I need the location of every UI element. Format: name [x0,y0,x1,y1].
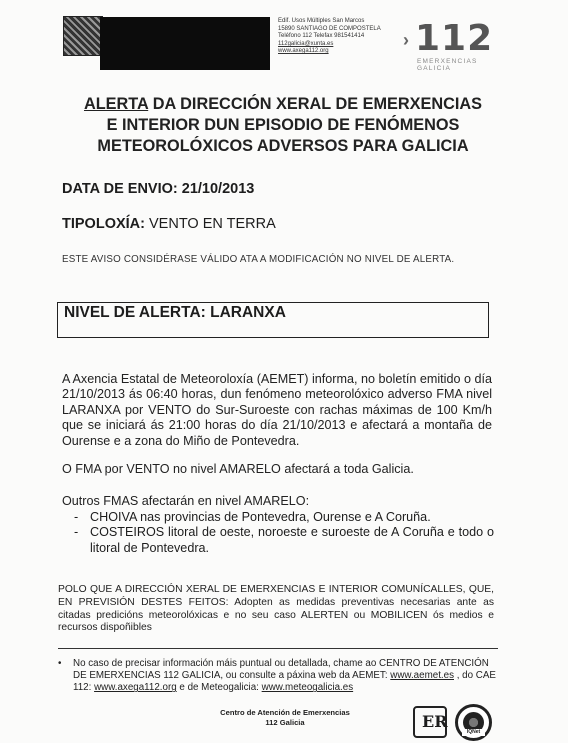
typology-value: VENTO EN TERRA [144,216,276,232]
send-date: DATA DE ENVIO: 21/10/2013 [62,181,255,197]
bullet-icon: • [58,658,62,669]
brand-subtitle: EMERXENCIAS GALICIA [417,58,478,72]
aemet-link[interactable]: www.aemet.es [390,670,454,682]
er-certification-icon: ER [413,706,447,738]
header-address [278,18,388,56]
address-line: Teléfono 112 Telefax 981541414 [278,33,365,40]
header-email-link[interactable]: 112galicia@xunta.es [278,40,334,47]
list-item: - COSTEIROS litoral de oeste, noroeste e suroeste de A Coruña e todo o litoral de Pontevedra. [74,525,494,556]
seal-label: IQNet [462,729,485,736]
address-line: 15890 SANTIAGO DE COMPOSTELA [278,25,381,32]
typology [62,216,276,232]
chevron-right-icon: › [403,30,409,50]
title-line3: METEOROLÓXICOS ADVERSOS PARA GALICIA [97,137,469,155]
divider [58,648,498,649]
brand-112-logo [403,18,494,72]
measures-paragraph: POLO QUE A DIRECCIÓN XERAL DE EMERXENCIAS E INTERIOR COMUNÍCALLES, QUE, EN PREVISIÓN DESTES FEITOS: Adopten as medidas preventivas necesarias ante as citadas predicións meteorolóxicas e no seu caso ALERTEN ou MOBILICEN ós medios e recursos dispoñibles [58,584,494,634]
xunta-logo-icon [63,16,103,56]
iqnet-certification-icon [455,704,492,741]
footer-center-name: Centro de Atención de Emerxencias 112 Galicia [220,708,350,727]
axega-link[interactable]: www.axega112.org [94,682,177,694]
title-line1-rest: DA DIRECCIÓN XERAL DE EMERXENCIAS [148,95,483,113]
header-web-link[interactable]: www.axega112.org [278,48,329,55]
address-line: Edif. Usos Múltiples San Marcos [278,18,365,24]
validity-notice: ESTE AVISO CONSIDÉRASE VÁLIDO ATA A MODIFICACIÓN NO NIVEL DE ALERTA. [62,254,455,265]
document-title [40,94,526,157]
redacted-block [100,17,270,70]
brand-number: 112 [415,18,494,59]
footnote-text: No caso de precisar información máis puntual ou detallada, chame ao CENTRO DE ATENCIÓN DE EMERXENCIAS 112 GALICIA, ou consulte a páxina web da AEMET: www.aemet.es , do CAE 112: www.axega112.org e de Meteogalicia: www.meteogalicia.es [73,658,496,694]
aemet-paragraph: A Axencia Estatal de Meteoroloxía (AEMET) informa, no boletín emitido o día 21/10/2013 ás 06:40 horas, dun fenómeno meteorolóxico adverso FMA nivel LARANXA por VENTO do Sur-Suroeste con rachas máximas de 100 Km/h que se iniciará ás 21:00 horas do día 21/10/2013 e afectará a montaña de Ourense e a zona do Miño de Pontevedra. [62,372,492,448]
title-line2: E INTERIOR DUN EPISODIO DE FENÓMENOS [106,116,460,134]
other-fmas-list [74,510,494,556]
alert-level: NIVEL DE ALERTA: LARANXA [64,304,286,321]
footnote [58,658,498,695]
title-first-word: ALERTA [83,95,149,113]
list-item: - CHOIVA nas provincias de Pontevedra, Ourense e A Coruña. [74,510,494,525]
other-fmas-heading: Outros FMAS afectarán en nivel AMARELO: [62,494,310,508]
amarelo-paragraph: O FMA por VENTO no nivel AMARELO afectará a toda Galicia. [62,462,414,476]
meteogalicia-link[interactable]: www.meteogalicia.es [261,682,354,694]
typology-label: TIPOLOXÍA: [62,216,145,232]
